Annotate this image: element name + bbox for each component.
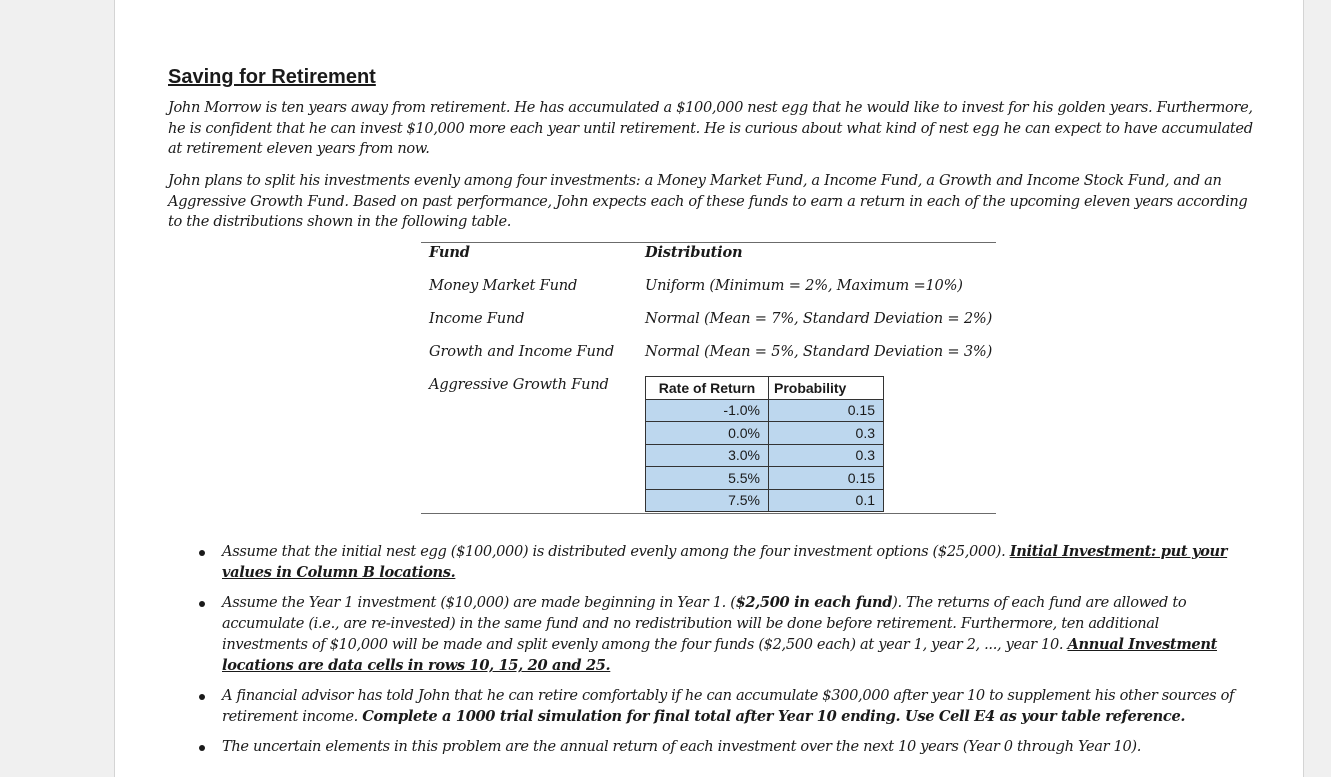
fund-distribution: Normal (Mean = 5%, Standard Deviation = 3%) — [645, 343, 993, 360]
bullet-text: Assume that the initial nest egg ($100,000) is distributed evenly among the four investment options ($25,000). — [222, 543, 1010, 560]
table-row — [646, 422, 884, 445]
bullet-icon — [199, 550, 205, 556]
bullet-bold: $2,500 in each fund — [735, 594, 893, 612]
table-row — [646, 489, 884, 512]
probability-cell: 0.15 — [769, 467, 884, 490]
fund-name: Aggressive Growth Fund — [429, 376, 609, 393]
rate-cell: 7.5% — [646, 489, 769, 512]
fund-name: Income Fund — [429, 310, 525, 327]
rate-cell: 3.0% — [646, 444, 769, 467]
intro-paragraph: John Morrow is ten years away from retirement. He has accumulated a $100,000 nest egg that he would like to invest for his golden years. Furthermore, he is confident that he can invest $10,000 more each year until retirement. He is curious about what kind of nest egg he can expect to have accumulated at retirement eleven years from now. — [168, 99, 1253, 158]
list-item — [222, 542, 1242, 584]
probability-cell: 0.3 — [769, 422, 884, 445]
list-item — [222, 737, 1242, 758]
list-item — [222, 593, 1242, 677]
probability-cell: 0.3 — [769, 444, 884, 467]
fund-distribution: Normal (Mean = 7%, Standard Deviation = 2%) — [645, 310, 993, 327]
bullet-text: ). The returns of each fund are allowed to accumulate (i.e., are re-invested) in the same fund and no redistribution will be done before retirement. Furthermore, ten additional investments of $10,000 will be made and split evenly among the four funds ($2,500 each) at year 1, year 2, ..., year 10. — [222, 594, 1187, 654]
fund-name: Money Market Fund — [429, 277, 578, 294]
fund-name: Growth and Income Fund — [429, 343, 614, 360]
bullet-emphasis: Initial Investment: put your values in Column B locations. — [222, 543, 1228, 581]
probability-cell: 0.1 — [769, 489, 884, 512]
discrete-distribution-table — [645, 376, 884, 512]
table-row — [646, 444, 884, 467]
plan-paragraph: John plans to split his investments evenly among four investments: a Money Market Fund, a Income Fund, a Growth and Income Stock Fund, and an Aggressive Growth Fund. Based on past performance, John expects each of these funds to earn a return in each of the upcoming eleven years according to the distributions shown in the following table. — [168, 172, 1248, 231]
table-row — [646, 467, 884, 490]
bullet-text: The uncertain elements in this problem are the annual return of each investment over the next 10 years (Year 0 through Year 10). — [222, 738, 1142, 756]
list-item — [222, 686, 1242, 728]
bullet-bold: Complete a 1000 trial simulation for final total after Year 10 ending. Use Cell E4 as your table reference. — [362, 708, 1186, 726]
page-title: Saving for Retirement — [168, 66, 376, 88]
instruction-list — [222, 542, 1242, 768]
distribution-header: Distribution — [645, 244, 743, 261]
bullet-text: A financial advisor has told John that he can retire comfortably if he can accumulate $300,000 after year 10 to supplement his other sources of retirement income. — [222, 687, 1235, 726]
bullet-emphasis: Annual Investment locations are data cells in rows 10, 15, 20 and 25. — [222, 636, 1218, 674]
probability-cell: 0.15 — [769, 399, 884, 422]
rate-cell: -1.0% — [646, 399, 769, 422]
table-row — [646, 399, 884, 422]
probability-header: Probability — [769, 377, 884, 400]
fund-header: Fund — [429, 244, 470, 261]
rate-cell: 5.5% — [646, 467, 769, 490]
rate-cell: 0.0% — [646, 422, 769, 445]
fund-distribution: Uniform (Minimum = 2%, Maximum =10%) — [645, 277, 963, 294]
bullet-text: Assume the Year 1 investment ($10,000) are made beginning in Year 1. ( — [222, 594, 736, 612]
rate-of-return-header: Rate of Return — [646, 377, 769, 400]
